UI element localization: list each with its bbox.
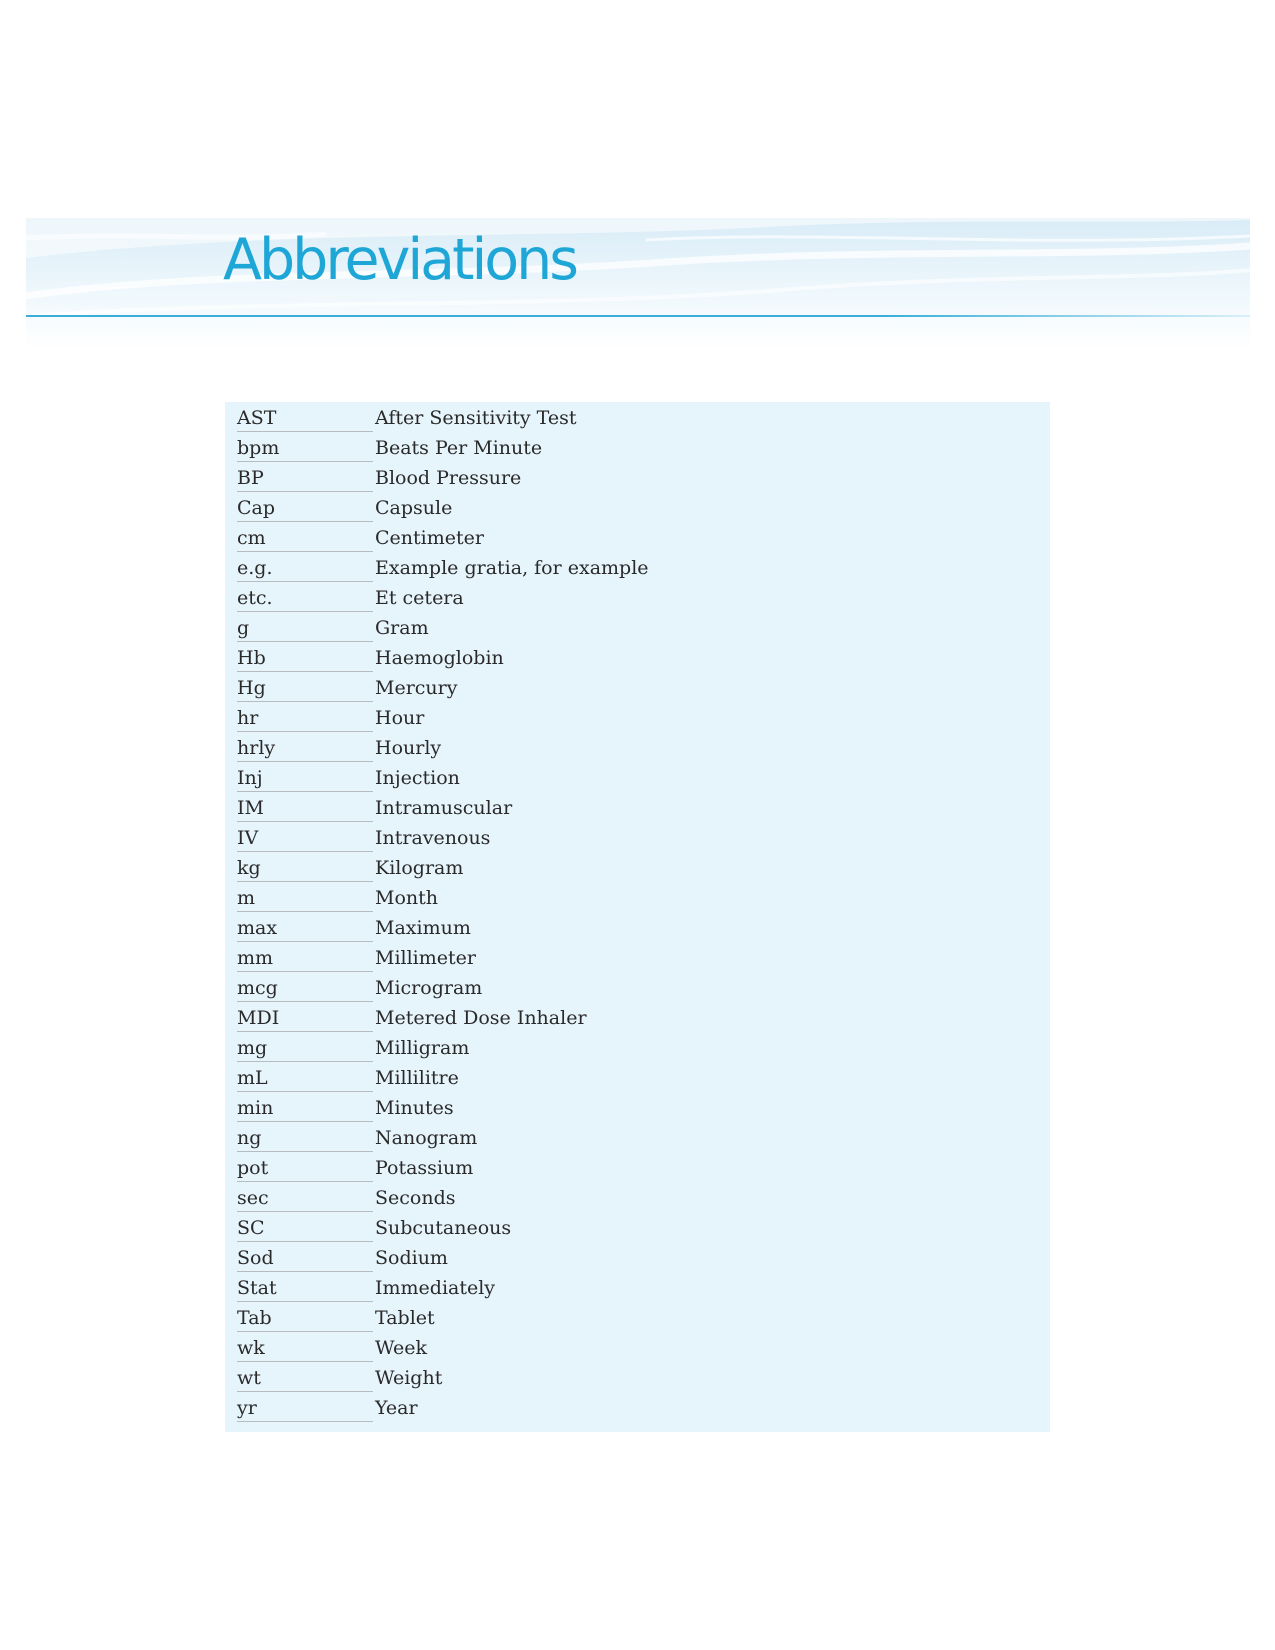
meaning-cell: Potassium: [375, 1157, 474, 1179]
abbreviation-cell: sec: [237, 1185, 373, 1212]
abbreviation-cell: BP: [237, 465, 373, 492]
table-row: [237, 402, 1037, 432]
abbreviation-cell: mg: [237, 1035, 373, 1062]
abbreviation-cell: mm: [237, 945, 373, 972]
meaning-cell: Intravenous: [375, 827, 491, 849]
meaning-cell: Centimeter: [375, 527, 484, 549]
table-row: [237, 912, 1037, 942]
meaning-cell: Seconds: [375, 1187, 456, 1209]
table-row: [237, 732, 1037, 762]
meaning-cell: Example gratia, for example: [375, 557, 649, 579]
table-row: [237, 1272, 1037, 1302]
meaning-cell: Weight: [375, 1367, 443, 1389]
table-row: [237, 1242, 1037, 1272]
meaning-cell: Tablet: [375, 1307, 435, 1329]
abbreviation-cell: e.g.: [237, 555, 373, 582]
table-row: [237, 552, 1037, 582]
table-row: [237, 1152, 1037, 1182]
meaning-cell: Mercury: [375, 677, 458, 699]
meaning-cell: Beats Per Minute: [375, 437, 543, 459]
meaning-cell: Minutes: [375, 1097, 454, 1119]
abbreviation-cell: max: [237, 915, 373, 942]
table-row: [237, 582, 1037, 612]
meaning-cell: Subcutaneous: [375, 1217, 512, 1239]
abbreviation-cell: kg: [237, 855, 373, 882]
abbreviation-cell: g: [237, 615, 373, 642]
abbreviation-cell: bpm: [237, 435, 373, 462]
abbreviation-cell: MDI: [237, 1005, 373, 1032]
table-row: [237, 462, 1037, 492]
table-row: [237, 672, 1037, 702]
meaning-cell: Et cetera: [375, 587, 464, 609]
abbreviation-cell: SC: [237, 1215, 373, 1242]
table-row: [237, 1392, 1037, 1422]
table-row: [237, 432, 1037, 462]
abbreviation-cell: wt: [237, 1365, 373, 1392]
abbreviation-cell: IV: [237, 825, 373, 852]
table-row: [237, 762, 1037, 792]
table-row: [237, 642, 1037, 672]
meaning-cell: Immediately: [375, 1277, 496, 1299]
table-row: [237, 1182, 1037, 1212]
abbreviation-cell: wk: [237, 1335, 373, 1362]
abbreviation-cell: Sod: [237, 1245, 373, 1272]
table-row: [237, 492, 1037, 522]
abbreviation-cell: hr: [237, 705, 373, 732]
table-row: [237, 822, 1037, 852]
abbreviation-cell: Hb: [237, 645, 373, 672]
meaning-cell: Blood Pressure: [375, 467, 522, 489]
abbreviation-cell: Hg: [237, 675, 373, 702]
abbreviation-cell: hrly: [237, 735, 373, 762]
table-row: [237, 882, 1037, 912]
table-row: [237, 1122, 1037, 1152]
meaning-cell: Intramuscular: [375, 797, 513, 819]
table-row: [237, 1302, 1037, 1332]
abbreviation-cell: cm: [237, 525, 373, 552]
abbreviation-cell: pot: [237, 1155, 373, 1182]
abbreviation-cell: m: [237, 885, 373, 912]
meaning-cell: Milligram: [375, 1037, 470, 1059]
meaning-cell: Millimeter: [375, 947, 476, 969]
table-row: [237, 612, 1037, 642]
meaning-cell: Gram: [375, 617, 429, 639]
banner-swoosh-graphic: [26, 218, 1250, 350]
abbreviation-cell: AST: [237, 405, 373, 432]
meaning-cell: Injection: [375, 767, 460, 789]
meaning-cell: After Sensitivity Test: [375, 407, 577, 429]
abbreviation-cell: mL: [237, 1065, 373, 1092]
meaning-cell: Year: [375, 1397, 418, 1419]
header-rule: [26, 315, 1250, 317]
abbreviation-cell: ng: [237, 1125, 373, 1152]
table-row: [237, 1212, 1037, 1242]
meaning-cell: Metered Dose Inhaler: [375, 1007, 587, 1029]
abbreviation-cell: mcg: [237, 975, 373, 1002]
table-row: [237, 1362, 1037, 1392]
table-row: [237, 1332, 1037, 1362]
meaning-cell: Hourly: [375, 737, 442, 759]
meaning-cell: Nanogram: [375, 1127, 478, 1149]
meaning-cell: Microgram: [375, 977, 483, 999]
table-row: [237, 792, 1037, 822]
table-row: [237, 702, 1037, 732]
table-row: [237, 852, 1037, 882]
table-row: [237, 1092, 1037, 1122]
table-row: [237, 1032, 1037, 1062]
meaning-cell: Week: [375, 1337, 427, 1359]
table-row: [237, 522, 1037, 552]
meaning-cell: Maximum: [375, 917, 471, 939]
abbreviation-cell: Tab: [237, 1305, 373, 1332]
table-row: [237, 972, 1037, 1002]
meaning-cell: Capsule: [375, 497, 453, 519]
abbreviation-cell: Stat: [237, 1275, 373, 1302]
abbreviation-cell: Cap: [237, 495, 373, 522]
abbreviation-cell: IM: [237, 795, 373, 822]
meaning-cell: Millilitre: [375, 1067, 459, 1089]
abbreviation-cell: Inj: [237, 765, 373, 792]
abbreviation-cell: etc.: [237, 585, 373, 612]
meaning-cell: Kilogram: [375, 857, 464, 879]
meaning-cell: Sodium: [375, 1247, 448, 1269]
table-row: [237, 1002, 1037, 1032]
table-row: [237, 1062, 1037, 1092]
meaning-cell: Hour: [375, 707, 425, 729]
table-row: [237, 942, 1037, 972]
abbreviation-cell: yr: [237, 1395, 373, 1422]
meaning-cell: Month: [375, 887, 439, 909]
meaning-cell: Haemoglobin: [375, 647, 504, 669]
page-title: Abbreviations: [223, 227, 576, 293]
abbreviations-table: [237, 402, 1037, 1422]
abbreviation-cell: min: [237, 1095, 373, 1122]
header-banner: [26, 218, 1250, 350]
